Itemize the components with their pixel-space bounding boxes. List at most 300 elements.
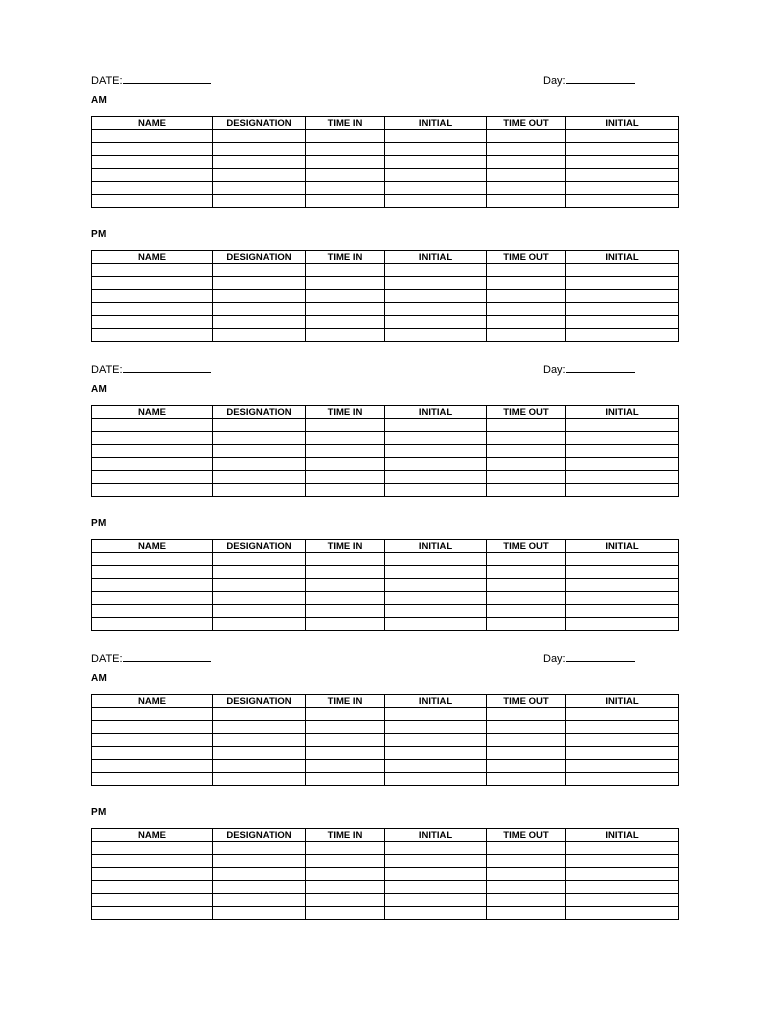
entry-cell[interactable] (487, 842, 566, 855)
entry-cell[interactable] (487, 592, 566, 605)
entry-cell[interactable] (92, 894, 213, 907)
column-header: TIME IN (306, 406, 385, 419)
table-row (92, 553, 679, 566)
entry-cell[interactable] (213, 734, 306, 747)
entry-cell[interactable] (92, 195, 213, 208)
column-header: NAME (92, 695, 213, 708)
day-blank-line[interactable] (566, 359, 635, 373)
entry-cell[interactable] (213, 484, 306, 497)
entry-cell[interactable] (306, 773, 385, 786)
entry-cell[interactable] (566, 445, 679, 458)
entry-cell[interactable] (487, 169, 566, 182)
entry-cell[interactable] (213, 458, 306, 471)
table-row (92, 773, 679, 786)
entry-cell[interactable] (566, 156, 679, 169)
entry-cell[interactable] (487, 156, 566, 169)
entry-cell[interactable] (566, 264, 679, 277)
entry-cell[interactable] (213, 419, 306, 432)
column-header: INITIAL (566, 695, 679, 708)
entry-cell[interactable] (213, 566, 306, 579)
entry-cell[interactable] (306, 760, 385, 773)
entry-cell[interactable] (213, 855, 306, 868)
am-session-label: AM (91, 95, 108, 106)
table-row (92, 169, 679, 182)
column-header: INITIAL (566, 829, 679, 842)
table-header-row (92, 117, 679, 130)
column-header: TIME OUT (487, 540, 566, 553)
entry-cell[interactable] (566, 484, 679, 497)
entry-cell[interactable] (213, 760, 306, 773)
entry-cell[interactable] (385, 419, 487, 432)
table-row (92, 445, 679, 458)
entry-cell[interactable] (213, 868, 306, 881)
entry-cell[interactable] (385, 264, 487, 277)
entry-cell[interactable] (213, 303, 306, 316)
entry-cell[interactable] (566, 605, 679, 618)
entry-cell[interactable] (487, 195, 566, 208)
entry-cell[interactable] (213, 143, 306, 156)
entry-cell[interactable] (487, 264, 566, 277)
entry-cell[interactable] (306, 182, 385, 195)
entry-cell[interactable] (213, 579, 306, 592)
entry-cell[interactable] (306, 445, 385, 458)
entry-cell[interactable] (306, 592, 385, 605)
entry-cell[interactable] (385, 290, 487, 303)
entry-cell[interactable] (487, 143, 566, 156)
column-header: NAME (92, 117, 213, 130)
table-row (92, 316, 679, 329)
entry-cell[interactable] (306, 855, 385, 868)
entry-cell[interactable] (306, 419, 385, 432)
entry-cell[interactable] (566, 855, 679, 868)
entry-cell[interactable] (213, 156, 306, 169)
table-header-row (92, 251, 679, 264)
day-field[interactable] (543, 648, 635, 664)
table-row (92, 290, 679, 303)
pm-attendance-table (91, 539, 679, 631)
entry-cell[interactable] (487, 907, 566, 920)
entry-cell[interactable] (306, 169, 385, 182)
entry-cell[interactable] (92, 579, 213, 592)
entry-cell[interactable] (566, 419, 679, 432)
table-row (92, 143, 679, 156)
column-header: TIME OUT (487, 406, 566, 419)
entry-cell[interactable] (566, 618, 679, 631)
am-session-label: AM (91, 673, 108, 684)
column-header: TIME IN (306, 251, 385, 264)
entry-cell[interactable] (306, 303, 385, 316)
entry-cell[interactable] (213, 592, 306, 605)
entry-cell[interactable] (566, 721, 679, 734)
entry-cell[interactable] (213, 290, 306, 303)
table-row (92, 868, 679, 881)
entry-cell[interactable] (92, 868, 213, 881)
entry-cell[interactable] (385, 484, 487, 497)
entry-cell[interactable] (92, 747, 213, 760)
entry-cell[interactable] (566, 881, 679, 894)
am-session-label: AM (91, 384, 108, 395)
entry-cell[interactable] (385, 579, 487, 592)
entry-cell[interactable] (385, 445, 487, 458)
pm-session-label: PM (91, 229, 107, 240)
entry-cell[interactable] (92, 182, 213, 195)
entry-cell[interactable] (487, 316, 566, 329)
entry-cell[interactable] (92, 484, 213, 497)
table-row (92, 747, 679, 760)
column-header: TIME IN (306, 695, 385, 708)
entry-cell[interactable] (306, 894, 385, 907)
entry-cell[interactable] (213, 277, 306, 290)
entry-cell[interactable] (566, 760, 679, 773)
entry-cell[interactable] (487, 471, 566, 484)
entry-cell[interactable] (566, 182, 679, 195)
entry-cell[interactable] (385, 907, 487, 920)
entry-cell[interactable] (92, 618, 213, 631)
entry-cell[interactable] (566, 734, 679, 747)
entry-cell[interactable] (487, 566, 566, 579)
entry-cell[interactable] (566, 143, 679, 156)
entry-cell[interactable] (487, 182, 566, 195)
entry-cell[interactable] (92, 553, 213, 566)
table-row (92, 156, 679, 169)
entry-cell[interactable] (487, 773, 566, 786)
table-row (92, 471, 679, 484)
entry-cell[interactable] (92, 329, 213, 342)
entry-cell[interactable] (213, 195, 306, 208)
am-attendance-table (91, 694, 679, 786)
entry-cell[interactable] (306, 484, 385, 497)
entry-cell[interactable] (306, 605, 385, 618)
entry-cell[interactable] (92, 881, 213, 894)
entry-cell[interactable] (92, 432, 213, 445)
entry-cell[interactable] (566, 773, 679, 786)
entry-cell[interactable] (487, 618, 566, 631)
entry-cell[interactable] (385, 855, 487, 868)
entry-cell[interactable] (92, 605, 213, 618)
column-header: DESIGNATION (213, 695, 306, 708)
entry-cell[interactable] (487, 553, 566, 566)
entry-cell[interactable] (566, 708, 679, 721)
pm-session-label: PM (91, 518, 107, 529)
table-header-row (92, 406, 679, 419)
entry-cell[interactable] (92, 458, 213, 471)
entry-cell[interactable] (487, 419, 566, 432)
entry-cell[interactable] (385, 881, 487, 894)
column-header: DESIGNATION (213, 829, 306, 842)
entry-cell[interactable] (385, 721, 487, 734)
entry-cell[interactable] (92, 130, 213, 143)
table-row (92, 458, 679, 471)
table-row (92, 329, 679, 342)
date-blank-line[interactable] (123, 648, 211, 662)
pm-attendance-table (91, 250, 679, 342)
entry-cell[interactable] (92, 156, 213, 169)
entry-cell[interactable] (566, 907, 679, 920)
table-header-row (92, 540, 679, 553)
column-header: NAME (92, 540, 213, 553)
entry-cell[interactable] (213, 182, 306, 195)
entry-cell[interactable] (213, 130, 306, 143)
day-field[interactable] (543, 70, 635, 86)
entry-cell[interactable] (385, 734, 487, 747)
entry-cell[interactable] (385, 277, 487, 290)
entry-cell[interactable] (566, 894, 679, 907)
entry-cell[interactable] (385, 329, 487, 342)
date-field[interactable] (91, 70, 211, 86)
entry-cell[interactable] (306, 329, 385, 342)
entry-cell[interactable] (92, 855, 213, 868)
column-header: INITIAL (566, 117, 679, 130)
entry-cell[interactable] (566, 842, 679, 855)
entry-cell[interactable] (306, 579, 385, 592)
entry-cell[interactable] (92, 471, 213, 484)
table-row (92, 419, 679, 432)
entry-cell[interactable] (487, 868, 566, 881)
entry-cell[interactable] (213, 907, 306, 920)
column-header: DESIGNATION (213, 117, 306, 130)
date-label: DATE: (91, 364, 123, 376)
entry-cell[interactable] (92, 708, 213, 721)
entry-cell[interactable] (566, 458, 679, 471)
entry-cell[interactable] (385, 143, 487, 156)
entry-cell[interactable] (385, 592, 487, 605)
entry-cell[interactable] (487, 484, 566, 497)
entry-cell[interactable] (566, 277, 679, 290)
entry-cell[interactable] (487, 721, 566, 734)
entry-cell[interactable] (306, 553, 385, 566)
table-row (92, 182, 679, 195)
entry-cell[interactable] (213, 316, 306, 329)
entry-cell[interactable] (487, 894, 566, 907)
entry-cell[interactable] (92, 303, 213, 316)
entry-cell[interactable] (487, 303, 566, 316)
entry-cell[interactable] (566, 592, 679, 605)
entry-cell[interactable] (306, 566, 385, 579)
am-attendance-table (91, 116, 679, 208)
entry-cell[interactable] (306, 458, 385, 471)
entry-cell[interactable] (306, 195, 385, 208)
entry-cell[interactable] (213, 747, 306, 760)
entry-cell[interactable] (92, 143, 213, 156)
entry-cell[interactable] (385, 169, 487, 182)
entry-cell[interactable] (487, 579, 566, 592)
entry-cell[interactable] (385, 553, 487, 566)
column-header: INITIAL (385, 540, 487, 553)
date-field[interactable] (91, 648, 211, 664)
entry-cell[interactable] (385, 130, 487, 143)
entry-cell[interactable] (385, 773, 487, 786)
table-row (92, 734, 679, 747)
column-header: DESIGNATION (213, 540, 306, 553)
date-field[interactable] (91, 359, 211, 375)
entry-cell[interactable] (213, 708, 306, 721)
column-header: TIME OUT (487, 829, 566, 842)
day-label: Day: (543, 653, 566, 665)
entry-cell[interactable] (566, 566, 679, 579)
entry-cell[interactable] (213, 471, 306, 484)
column-header: INITIAL (385, 829, 487, 842)
entry-cell[interactable] (213, 618, 306, 631)
column-header: INITIAL (566, 406, 679, 419)
column-header: NAME (92, 251, 213, 264)
entry-cell[interactable] (306, 708, 385, 721)
entry-cell[interactable] (487, 708, 566, 721)
entry-cell[interactable] (306, 907, 385, 920)
entry-cell[interactable] (487, 432, 566, 445)
column-header: INITIAL (385, 251, 487, 264)
entry-cell[interactable] (385, 432, 487, 445)
entry-cell[interactable] (213, 329, 306, 342)
column-header: DESIGNATION (213, 251, 306, 264)
table-row (92, 881, 679, 894)
entry-cell[interactable] (385, 842, 487, 855)
entry-cell[interactable] (385, 868, 487, 881)
column-header: INITIAL (566, 251, 679, 264)
entry-cell[interactable] (92, 592, 213, 605)
entry-cell[interactable] (487, 458, 566, 471)
table-row (92, 605, 679, 618)
entry-cell[interactable] (306, 881, 385, 894)
entry-cell[interactable] (566, 195, 679, 208)
entry-cell[interactable] (487, 329, 566, 342)
entry-cell[interactable] (306, 618, 385, 631)
entry-cell[interactable] (385, 316, 487, 329)
table-row (92, 130, 679, 143)
entry-cell[interactable] (213, 169, 306, 182)
entry-cell[interactable] (306, 290, 385, 303)
entry-cell[interactable] (487, 881, 566, 894)
entry-cell[interactable] (306, 471, 385, 484)
entry-cell[interactable] (92, 290, 213, 303)
entry-cell[interactable] (306, 721, 385, 734)
entry-cell[interactable] (566, 303, 679, 316)
entry-cell[interactable] (92, 169, 213, 182)
entry-cell[interactable] (487, 760, 566, 773)
entry-cell[interactable] (385, 182, 487, 195)
entry-cell[interactable] (487, 130, 566, 143)
entry-cell[interactable] (566, 747, 679, 760)
entry-cell[interactable] (92, 907, 213, 920)
entry-cell[interactable] (385, 156, 487, 169)
entry-cell[interactable] (487, 290, 566, 303)
entry-cell[interactable] (92, 734, 213, 747)
entry-cell[interactable] (306, 264, 385, 277)
entry-cell[interactable] (566, 579, 679, 592)
entry-cell[interactable] (92, 277, 213, 290)
entry-cell[interactable] (566, 130, 679, 143)
table-row (92, 566, 679, 579)
entry-cell[interactable] (213, 842, 306, 855)
table-row (92, 894, 679, 907)
table-row (92, 277, 679, 290)
entry-cell[interactable] (306, 842, 385, 855)
entry-cell[interactable] (566, 316, 679, 329)
entry-cell[interactable] (385, 760, 487, 773)
entry-cell[interactable] (385, 605, 487, 618)
entry-cell[interactable] (306, 277, 385, 290)
entry-cell[interactable] (487, 605, 566, 618)
entry-cell[interactable] (213, 605, 306, 618)
entry-cell[interactable] (92, 721, 213, 734)
entry-cell[interactable] (566, 432, 679, 445)
entry-cell[interactable] (566, 471, 679, 484)
entry-cell[interactable] (385, 618, 487, 631)
entry-cell[interactable] (385, 708, 487, 721)
entry-cell[interactable] (487, 747, 566, 760)
table-row (92, 432, 679, 445)
entry-cell[interactable] (92, 445, 213, 458)
entry-cell[interactable] (92, 773, 213, 786)
entry-cell[interactable] (92, 419, 213, 432)
entry-cell[interactable] (213, 264, 306, 277)
entry-cell[interactable] (213, 773, 306, 786)
entry-cell[interactable] (92, 264, 213, 277)
pm-attendance-table (91, 828, 679, 920)
day-label: Day: (543, 364, 566, 376)
entry-cell[interactable] (566, 329, 679, 342)
table-row (92, 842, 679, 855)
date-blank-line[interactable] (123, 359, 211, 373)
day-blank-line[interactable] (566, 70, 635, 84)
entry-cell[interactable] (92, 760, 213, 773)
entry-cell[interactable] (213, 553, 306, 566)
entry-cell[interactable] (385, 303, 487, 316)
table-row (92, 264, 679, 277)
entry-cell[interactable] (92, 842, 213, 855)
entry-cell[interactable] (385, 458, 487, 471)
entry-cell[interactable] (213, 894, 306, 907)
entry-cell[interactable] (213, 721, 306, 734)
table-row (92, 579, 679, 592)
entry-cell[interactable] (566, 290, 679, 303)
entry-cell[interactable] (92, 566, 213, 579)
entry-cell[interactable] (385, 747, 487, 760)
entry-cell[interactable] (213, 432, 306, 445)
entry-cell[interactable] (306, 734, 385, 747)
entry-cell[interactable] (566, 553, 679, 566)
entry-cell[interactable] (566, 169, 679, 182)
column-header: TIME OUT (487, 117, 566, 130)
entry-cell[interactable] (487, 855, 566, 868)
column-header: INITIAL (385, 406, 487, 419)
day-blank-line[interactable] (566, 648, 635, 662)
entry-cell[interactable] (385, 195, 487, 208)
entry-cell[interactable] (213, 881, 306, 894)
day-field[interactable] (543, 359, 635, 375)
entry-cell[interactable] (385, 471, 487, 484)
column-header: TIME OUT (487, 251, 566, 264)
entry-cell[interactable] (306, 868, 385, 881)
entry-cell[interactable] (385, 894, 487, 907)
entry-cell[interactable] (92, 316, 213, 329)
entry-cell[interactable] (306, 156, 385, 169)
am-attendance-table (91, 405, 679, 497)
entry-cell[interactable] (213, 445, 306, 458)
entry-cell[interactable] (306, 747, 385, 760)
entry-cell[interactable] (487, 277, 566, 290)
entry-cell[interactable] (487, 445, 566, 458)
entry-cell[interactable] (306, 316, 385, 329)
date-blank-line[interactable] (123, 70, 211, 84)
entry-cell[interactable] (566, 868, 679, 881)
entry-cell[interactable] (306, 432, 385, 445)
date-label: DATE: (91, 653, 123, 665)
entry-cell[interactable] (306, 130, 385, 143)
entry-cell[interactable] (487, 734, 566, 747)
entry-cell[interactable] (385, 566, 487, 579)
entry-cell[interactable] (306, 143, 385, 156)
day-label: Day: (543, 75, 566, 87)
